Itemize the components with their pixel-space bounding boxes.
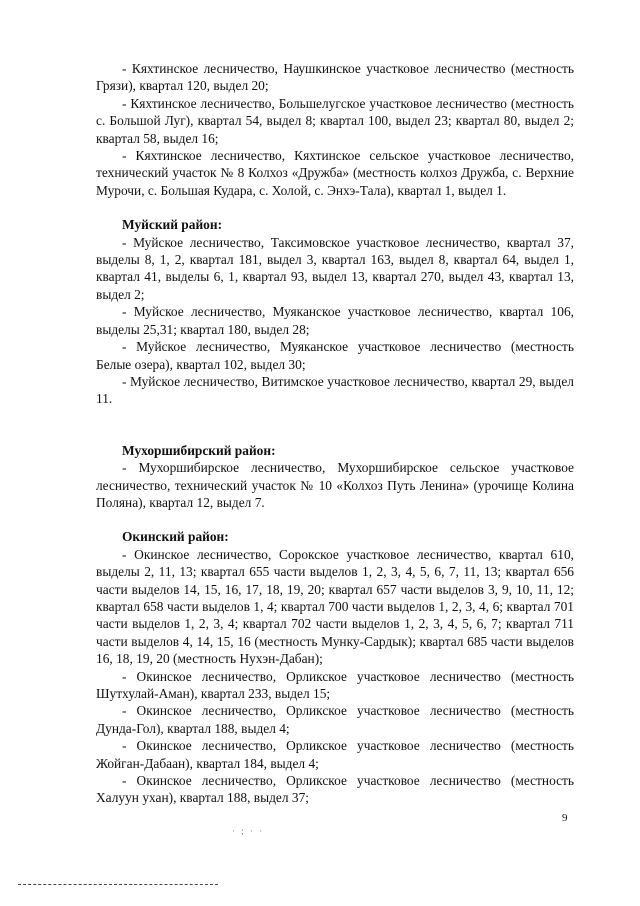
spacer: [96, 511, 574, 528]
oka-item-1: - Окинское лесничество, Сорокское участковое лесничество, квартал 610, выделы 2, 11, 13; квартал 655 части выделов 1, 2, 3, 4, 5, 6, 7, 11, 13; квартал 656 части выделов 14, 15, 16, 17, 18, 19, 20; квартал 657 части выделов 3, 9, 10, 11, 12; квартал 658 части выделов 1, 4; квартал 700 части выделов 1, 2, 3, 4, 6; квартал 701 части выделов 1, 2, 3, 4; квартал 702 части выделов 1, 2, 3, 4, 5, 6, 7; квартал 711 части выделов 4, 14, 15, 16 (местность Мунку-Сардык); квартал 685 части выделов 16, 18, 19, 20 (местность Нухэн-Дабан);: [96, 546, 574, 667]
muya-item-2: - Муйское лесничество, Муяканское участковое лесничество, квартал 106, выделы 25,31; квартал 180, выдел 28;: [96, 304, 574, 337]
oka-item-3: - Окинское лесничество, Орликское участковое лесничество (местность Дунда-Гол), квартал 188, выдел 4;: [96, 703, 574, 736]
oka-heading: Окинский район:: [122, 529, 229, 545]
muya-item-3: - Муйское лесничество, Муяканское участковое лесничество (местность Белые озера), квартал 102, выдел 30;: [96, 339, 574, 372]
muya-item-4: - Муйское лесничество, Витимское участковое лесничество, квартал 29, выдел 11.: [96, 373, 574, 407]
oka-item-2: - Окинское лесничество, Орликское участковое лесничество (местность Шутхулай-Аман), квартал 233, выдел 15;: [96, 668, 574, 701]
oka-item-5: - Окинское лесничество, Орликское участковое лесничество (местность Халуун ухан), квартал 188, выдел 37;: [96, 773, 574, 806]
mukhorshibir-item-1: - Мухоршибирское лесничество, Мухоршибирское сельское участковое лесничество, технический участок № 10 «Колхоз Путь Ленина» (урочище Колина Поляна), квартал 12, выдел 7.: [96, 460, 574, 510]
spacer: [96, 199, 574, 216]
muya-heading: Муйский район:: [122, 217, 223, 233]
spacer: [96, 408, 574, 442]
kyakhta-item-3: - Кяхтинское лесничество, Кяхтинское сельское участковое лесничество, технический участок № 8 Колхоз «Дружба» (местность колхоз Дружба, с. Верхние Мурочи, с. Большая Кудара, с. Холой, с. Энхэ-Тала), квартал 1, выдел 1.: [96, 148, 574, 198]
page-number: 9: [562, 812, 568, 824]
kyakhta-item-1: - Кяхтинское лесничество, Наушкинское участковое лесничество (местность Грязи), квартал 120, выдел 20;: [96, 61, 574, 94]
document-body: [96, 60, 574, 807]
mukhorshibir-heading: Мухоршибирский район:: [122, 442, 276, 458]
kyakhta-item-2: - Кяхтинское лесничество, Большелугское участковое лесничество (местность с. Большой Луг), квартал 54, выдел 8; квартал 100, выдел 23; квартал 80, выдел 2; квартал 58, выдел 16;: [96, 95, 574, 146]
scan-edge-line: [18, 884, 218, 885]
scan-specks: · ; · ·: [232, 826, 265, 836]
oka-item-4: - Окинское лесничество, Орликское участковое лесничество (местность Жойган-Дабаан), квартал 184, выдел 4;: [96, 738, 574, 771]
muya-item-1: - Муйское лесничество, Таксимовское участковое лесничество, квартал 37, выделы 8, 1, 2, квартал 181, выдел 3, квартал 163, выдел 8, квартал 64, выдел 1, квартал 41, выделы 6, 1, квартал 93, выдел 13, квартал 270, выдел 43, квартал 13, выдел 2;: [96, 234, 574, 302]
